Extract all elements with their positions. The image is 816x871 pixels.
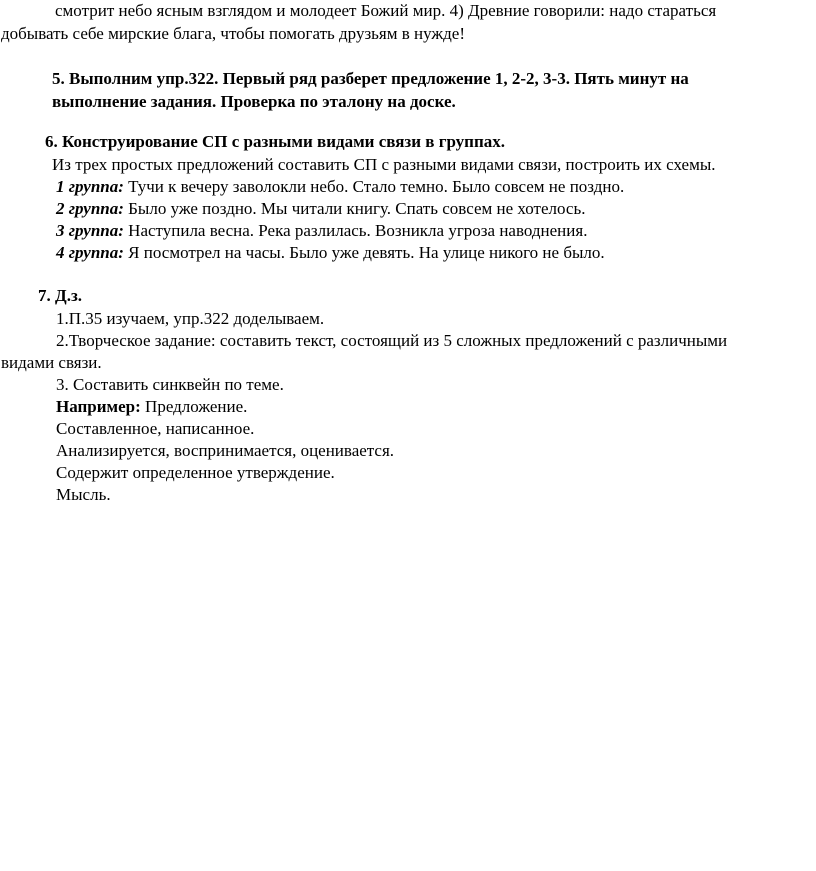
- group-4-label: 4 группа:: [56, 243, 124, 262]
- homework-item-2-line-2: видами связи.: [1, 353, 102, 372]
- group-4-text: Я посмотрел на часы. Было уже девять. На улице никого не было.: [128, 243, 605, 262]
- example-line-5: Мысль.: [56, 485, 111, 504]
- example-line-4: Содержит определенное утверждение.: [56, 463, 335, 482]
- intro-line-1: смотрит небо ясным взглядом и молодеет Божий мир. 4) Древние говорили: надо стараться: [55, 1, 717, 20]
- example-label: Например:: [56, 397, 141, 416]
- example-line-1: [56, 396, 247, 418]
- example-line-3: Анализируется, воспринимается, оценивается.: [56, 441, 395, 460]
- example-text-1: Предложение.: [145, 397, 248, 416]
- section-5-line-1: 5. Выполним упр.322. Первый ряд разберет предложение 1, 2-2, 3-3. Пять минут на: [52, 69, 689, 88]
- intro-line-2: добывать себе мирские блага, чтобы помогать друзьям в нужде!: [1, 24, 465, 43]
- homework-item-2-line-1: 2.Творческое задание: составить текст, состоящий из 5 сложных предложений с различными: [56, 331, 728, 350]
- section-6-task: Из трех простых предложений составить СП с разными видами связи, построить их схемы.: [52, 155, 716, 174]
- group-2-line: [56, 198, 585, 220]
- group-4-line: [56, 242, 605, 264]
- group-1-line: [56, 176, 624, 198]
- group-1-text: Тучи к вечеру заволокли небо. Стало темно. Было совсем не поздно.: [128, 177, 625, 196]
- group-3-line: [56, 220, 587, 242]
- group-2-label: 2 группа:: [56, 199, 124, 218]
- homework-item-1: 1.П.35 изучаем, упр.322 доделываем.: [56, 309, 325, 328]
- group-1-label: 1 группа:: [56, 177, 124, 196]
- homework-item-3: 3. Составить синквейн по теме.: [56, 375, 284, 394]
- group-3-label: 3 группа:: [56, 221, 124, 240]
- section-7-heading: 7. Д.з.: [38, 286, 83, 305]
- example-line-2: Составленное, написанное.: [56, 419, 255, 438]
- group-2-text: Было уже поздно. Мы читали книгу. Спать совсем не хотелось.: [128, 199, 586, 218]
- section-5-line-2: выполнение задания. Проверка по эталону на доске.: [52, 92, 456, 111]
- section-6-heading: 6. Конструирование СП с разными видами связи в группах.: [45, 132, 506, 151]
- group-3-text: Наступила весна. Река разлилась. Возникла угроза наводнения.: [128, 221, 588, 240]
